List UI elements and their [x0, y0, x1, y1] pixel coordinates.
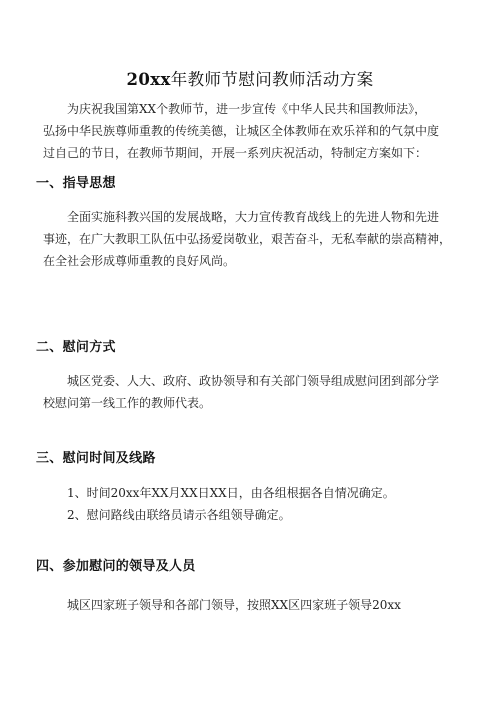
section-heading-4: 四、参加慰问的领导及人员 — [36, 559, 196, 574]
section-3-paragraph — [43, 482, 458, 526]
section-heading-3: 三、慰问时间及线路 — [36, 451, 156, 466]
title-text: 年教师节慰问教师活动方案 — [170, 70, 374, 89]
intro-paragraph — [43, 98, 458, 164]
section-2-paragraph — [43, 370, 458, 414]
section-1-paragraph — [43, 206, 458, 272]
section-1-line: 在全社会形成尊师重教的良好风尚。 — [43, 254, 236, 268]
section-2-line: 城区党委、人大、政府、政协领导和有关部门领导组成慰问团到部分学 — [67, 374, 440, 388]
section-4-paragraph — [43, 594, 458, 616]
title-year: 20xx — [126, 70, 171, 89]
section-1-line: 事迹，在广大教职工队伍中弘扬爱岗敬业，艰苦奋斗，无私奉献的崇高精神， — [43, 232, 452, 246]
section-4-line: 城区四家班子领导和各部门领导，按照XX区四家班子领导20xx — [67, 598, 401, 612]
intro-line: 为庆祝我国第XX个教师节，进一步宣传《中华人民共和国教师法》， — [67, 102, 427, 116]
intro-line: 过自己的节日，在教师节期间，开展一系列庆祝活动，特制定方案如下： — [43, 146, 428, 160]
section-2-line: 校慰问第一线工作的教师代表。 — [43, 396, 212, 410]
intro-line: 弘扬中华民族尊师重教的传统美德，让城区全体教师在欢乐祥和的气氛中度 — [43, 124, 440, 138]
section-heading-1: 一、指导思想 — [36, 176, 116, 191]
section-3-line: 1、时间20xx年XX月XX日XX日，由各组根据各自情况确定。 — [67, 486, 395, 500]
document-title — [0, 66, 500, 90]
section-3-line: 2、慰问路线由联络员请示各组领导确定。 — [67, 508, 291, 522]
section-1-line: 全面实施科教兴国的发展战略，大力宣传教育战线上的先进人物和先进 — [67, 210, 440, 224]
section-heading-2: 二、慰问方式 — [36, 340, 116, 355]
